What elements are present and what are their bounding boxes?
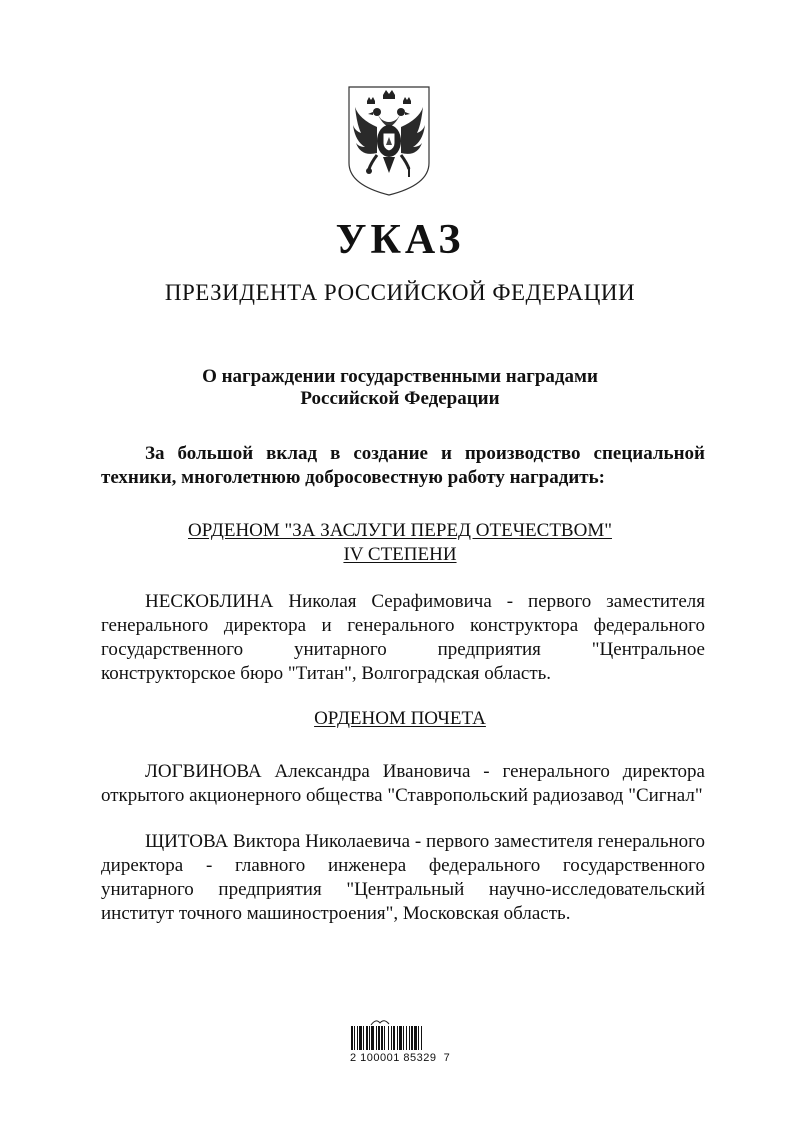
decree-subject-line2: Российской Федерации bbox=[300, 388, 500, 409]
document-subtitle: ПРЕЗИДЕНТА РОССИЙСКОЙ ФЕДЕРАЦИИ bbox=[164, 280, 636, 305]
recipient-text: ЛОГВИНОВА Александра Ивановича - генерального директора открытого акционерного общества "Ставропольский радиозавод "Сигнал" bbox=[101, 761, 705, 806]
recipient-paragraph bbox=[101, 590, 705, 686]
intro-paragraph bbox=[101, 442, 705, 490]
barcode-icon bbox=[350, 1026, 455, 1050]
decree-subject bbox=[0, 366, 800, 410]
award-heading-line2: IV СТЕПЕНИ bbox=[343, 544, 457, 565]
recipient-text: НЕСКОБЛИНА Николая Серафимовича - первого заместителя генерального директора и генерального конструктора федерального государственного унитарного предприятия "Центральное конструкторское бюро "Титан", Волгоградская область. bbox=[101, 591, 705, 684]
publisher-mark-icon bbox=[370, 1018, 390, 1026]
decree-subject-line1: О награждении государственными наградами bbox=[202, 366, 598, 387]
recipient-paragraph bbox=[101, 830, 705, 926]
recipient-paragraph bbox=[101, 760, 705, 808]
coat-of-arms-icon bbox=[347, 85, 431, 197]
award-heading-line1: ОРДЕНОМ ПОЧЕТА bbox=[314, 708, 486, 729]
intro-text: За большой вклад в создание и производство специальной техники, многолетнюю добросовестную работу наградить: bbox=[101, 443, 705, 488]
barcode-number: 2 100001 85329 7 bbox=[350, 1052, 451, 1064]
award-heading-line1: ОРДЕНОМ "ЗА ЗАСЛУГИ ПЕРЕД ОТЕЧЕСТВОМ" bbox=[188, 520, 612, 541]
document-title: УКАЗ bbox=[335, 217, 465, 263]
barcode bbox=[350, 1026, 470, 1064]
award-heading-order-merit bbox=[0, 519, 800, 567]
recipient-text: ЩИТОВА Виктора Николаевича - первого заместителя генерального директора - главного инженера федерального государственного унитарного предприятия "Центральный научно-исследовательский институт точного машиностроения", Московская область. bbox=[101, 831, 705, 924]
award-heading-order-honour bbox=[0, 707, 800, 731]
